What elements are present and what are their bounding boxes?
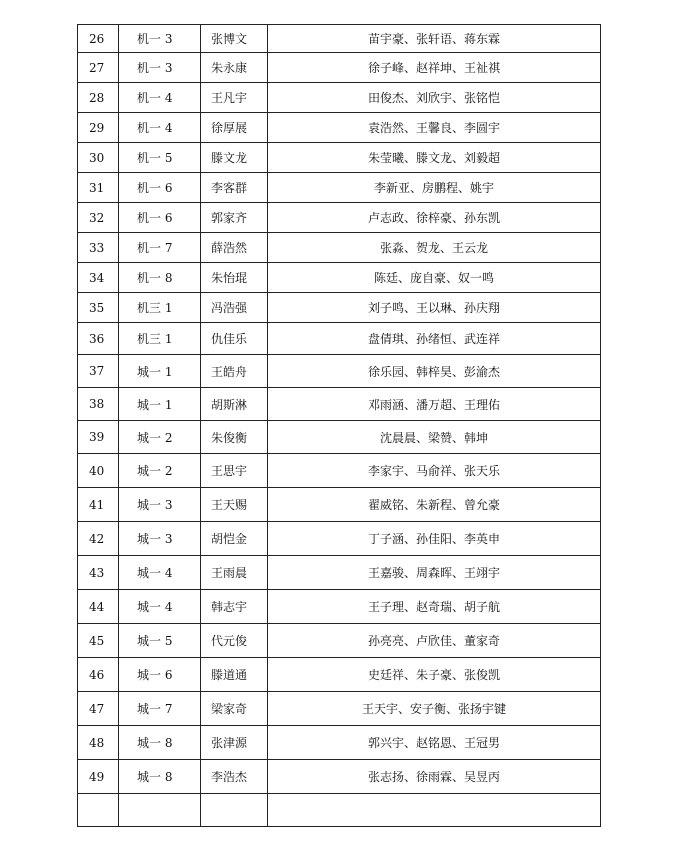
table-row [78, 726, 601, 760]
class-name: 城一 4 [119, 590, 201, 624]
leader-name: 仇佳乐 [201, 323, 268, 355]
member-names: 卢志政、徐梓豪、孙东凯 [268, 203, 601, 233]
class-name: 机一 8 [119, 263, 201, 293]
leader-name: 王雨晨 [201, 556, 268, 590]
class-name: 城一 4 [119, 556, 201, 590]
leader-name: 李浩杰 [201, 760, 268, 794]
member-names: 沈晨晨、梁赞、韩坤 [268, 421, 601, 454]
class-name: 城一 8 [119, 726, 201, 760]
leader-name: 薛浩然 [201, 233, 268, 263]
row-number [78, 794, 119, 827]
table-row [78, 556, 601, 590]
table-row [78, 25, 601, 53]
table-row [78, 293, 601, 323]
leader-name: 朱俊衡 [201, 421, 268, 454]
member-names: 徐乐园、韩梓昊、彭渝杰 [268, 355, 601, 388]
table-row [78, 143, 601, 173]
leader-name: 代元俊 [201, 624, 268, 658]
class-name: 城一 1 [119, 388, 201, 421]
row-number: 39 [78, 421, 119, 454]
leader-name: 张津源 [201, 726, 268, 760]
class-name: 机三 1 [119, 323, 201, 355]
table-row [78, 53, 601, 83]
table-row [78, 113, 601, 143]
member-names: 翟威铭、朱新程、曾允豪 [268, 488, 601, 522]
row-number: 29 [78, 113, 119, 143]
table-row [78, 454, 601, 488]
leader-name [201, 794, 268, 827]
row-number: 30 [78, 143, 119, 173]
row-number: 47 [78, 692, 119, 726]
class-name: 城一 8 [119, 760, 201, 794]
class-name: 机一 3 [119, 53, 201, 83]
leader-name: 胡恺金 [201, 522, 268, 556]
table-row [78, 522, 601, 556]
member-names: 孙亮亮、卢欣佳、董家奇 [268, 624, 601, 658]
member-names: 王嘉骏、周森晖、王翊宇 [268, 556, 601, 590]
table-row [78, 83, 601, 113]
leader-name: 王天赐 [201, 488, 268, 522]
member-names: 袁浩然、王馨良、李圆宇 [268, 113, 601, 143]
member-names: 王天宇、安子衡、张扬宇键 [268, 692, 601, 726]
row-number: 43 [78, 556, 119, 590]
member-names: 田俊杰、刘欣宇、张铭恺 [268, 83, 601, 113]
table-row [78, 203, 601, 233]
leader-name: 滕文龙 [201, 143, 268, 173]
leader-name: 张博文 [201, 25, 268, 53]
class-name: 城一 3 [119, 488, 201, 522]
class-name: 城一 6 [119, 658, 201, 692]
class-name: 机一 4 [119, 113, 201, 143]
table-row [78, 421, 601, 454]
table-row [78, 233, 601, 263]
row-number: 26 [78, 25, 119, 53]
member-names: 史廷祥、朱子豪、张俊凯 [268, 658, 601, 692]
leader-name: 郭家齐 [201, 203, 268, 233]
row-number: 41 [78, 488, 119, 522]
table-row [78, 794, 601, 827]
class-name: 城一 5 [119, 624, 201, 658]
row-number: 35 [78, 293, 119, 323]
member-names: 李家宇、马俞祥、张天乐 [268, 454, 601, 488]
row-number: 42 [78, 522, 119, 556]
table-row [78, 692, 601, 726]
member-names: 丁子涵、孙佳阳、李英申 [268, 522, 601, 556]
row-number: 38 [78, 388, 119, 421]
table-row [78, 760, 601, 794]
member-names [268, 794, 601, 827]
member-names: 郭兴宇、赵铭恩、王冠男 [268, 726, 601, 760]
row-number: 27 [78, 53, 119, 83]
class-name: 城一 2 [119, 421, 201, 454]
leader-name: 朱怡琨 [201, 263, 268, 293]
row-number: 28 [78, 83, 119, 113]
member-names: 张淼、贺龙、王云龙 [268, 233, 601, 263]
member-names: 刘子鸣、王以琳、孙庆翔 [268, 293, 601, 323]
row-number: 37 [78, 355, 119, 388]
class-name: 城一 7 [119, 692, 201, 726]
class-name: 机一 7 [119, 233, 201, 263]
class-name: 机三 1 [119, 293, 201, 323]
class-name: 机一 3 [119, 25, 201, 53]
leader-name: 王凡宇 [201, 83, 268, 113]
leader-name: 冯浩强 [201, 293, 268, 323]
row-number: 32 [78, 203, 119, 233]
leader-name: 朱永康 [201, 53, 268, 83]
table-row [78, 355, 601, 388]
leader-name: 梁家奇 [201, 692, 268, 726]
row-number: 36 [78, 323, 119, 355]
leader-name: 徐厚展 [201, 113, 268, 143]
table-row [78, 388, 601, 421]
table-row [78, 263, 601, 293]
class-name: 机一 6 [119, 173, 201, 203]
class-name: 机一 4 [119, 83, 201, 113]
table-row [78, 658, 601, 692]
member-names: 李新亚、房鹏程、姚宇 [268, 173, 601, 203]
member-names: 邓雨涵、潘万超、王理佑 [268, 388, 601, 421]
class-name: 城一 1 [119, 355, 201, 388]
class-name: 机一 6 [119, 203, 201, 233]
row-number: 40 [78, 454, 119, 488]
table-row [78, 323, 601, 355]
roster-body [78, 25, 601, 827]
leader-name: 李客群 [201, 173, 268, 203]
member-names: 陈廷、庞自豪、奴一鸣 [268, 263, 601, 293]
member-names: 朱莹曦、滕文龙、刘毅超 [268, 143, 601, 173]
table-row [78, 590, 601, 624]
leader-name: 韩志宇 [201, 590, 268, 624]
leader-name: 王思宇 [201, 454, 268, 488]
row-number: 31 [78, 173, 119, 203]
row-number: 48 [78, 726, 119, 760]
roster-table [77, 24, 601, 827]
member-names: 苗宇豪、张轩语、蒋东霖 [268, 25, 601, 53]
row-number: 34 [78, 263, 119, 293]
leader-name: 胡斯淋 [201, 388, 268, 421]
leader-name: 滕道通 [201, 658, 268, 692]
member-names: 张志扬、徐雨霖、吴昱丙 [268, 760, 601, 794]
row-number: 46 [78, 658, 119, 692]
row-number: 49 [78, 760, 119, 794]
table-row [78, 488, 601, 522]
table-row [78, 173, 601, 203]
member-names: 盘倩琪、孙绪恒、武连祥 [268, 323, 601, 355]
class-name: 城一 2 [119, 454, 201, 488]
class-name: 机一 5 [119, 143, 201, 173]
row-number: 44 [78, 590, 119, 624]
member-names: 徐子峰、赵祥坤、王祉祺 [268, 53, 601, 83]
class-name: 城一 3 [119, 522, 201, 556]
leader-name: 王皓舟 [201, 355, 268, 388]
member-names: 王子理、赵奇瑞、胡子航 [268, 590, 601, 624]
class-name [119, 794, 201, 827]
row-number: 45 [78, 624, 119, 658]
table-row [78, 624, 601, 658]
row-number: 33 [78, 233, 119, 263]
